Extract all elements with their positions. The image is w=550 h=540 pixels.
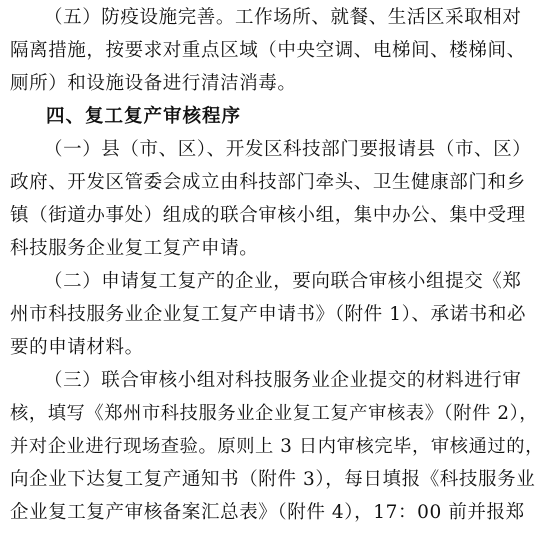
text-line: 并对企业进行现场查验。原则上 3 日内审核完毕，审核通过的， [10, 436, 544, 457]
text-line: 企业复工复产审核备案汇总表》（附件 4），17：00 前并报郑 [10, 502, 525, 523]
text-line: 核，填写《郑州市科技服务业企业复工复产审核表》（附件 2）， [10, 403, 539, 424]
text-line: 镇（街道办事处）组成的联合审核小组，集中办公、集中受理 [10, 205, 526, 226]
text-line: （三）联合审核小组对科技服务业企业提交的材料进行审 [44, 370, 522, 391]
text-line: 科技服务企业复工复产申请。 [10, 238, 259, 259]
text-line: 要的申请材料。 [10, 337, 144, 358]
text-line: （一）县（市、区）、开发区科技部门要报请县（市、区） [44, 139, 532, 160]
text-line: 厕所）和设施设备进行清洁消毒。 [10, 73, 297, 94]
text-line: 政府、开发区管委会成立由科技部门牵头、卫生健康部门和乡 [10, 172, 526, 193]
text-line: （二）申请复工复产的企业，要向联合审核小组提交《郑 [44, 271, 522, 292]
section-heading: 四、复工复产审核程序 [46, 106, 242, 127]
text-line: （五）防疫设施完善。工作场所、就餐、生活区采取相对 [44, 7, 522, 28]
text-line: 向企业下达复工复产通知书（附件 3），每日填报《科技服务业 [10, 469, 536, 490]
text-line: 州市科技服务业企业复工复产申请书》（附件 1）、承诺书和必 [10, 304, 527, 325]
text-line: 隔离措施，按要求对重点区域（中央空调、电梯间、楼梯间、 [10, 40, 526, 61]
